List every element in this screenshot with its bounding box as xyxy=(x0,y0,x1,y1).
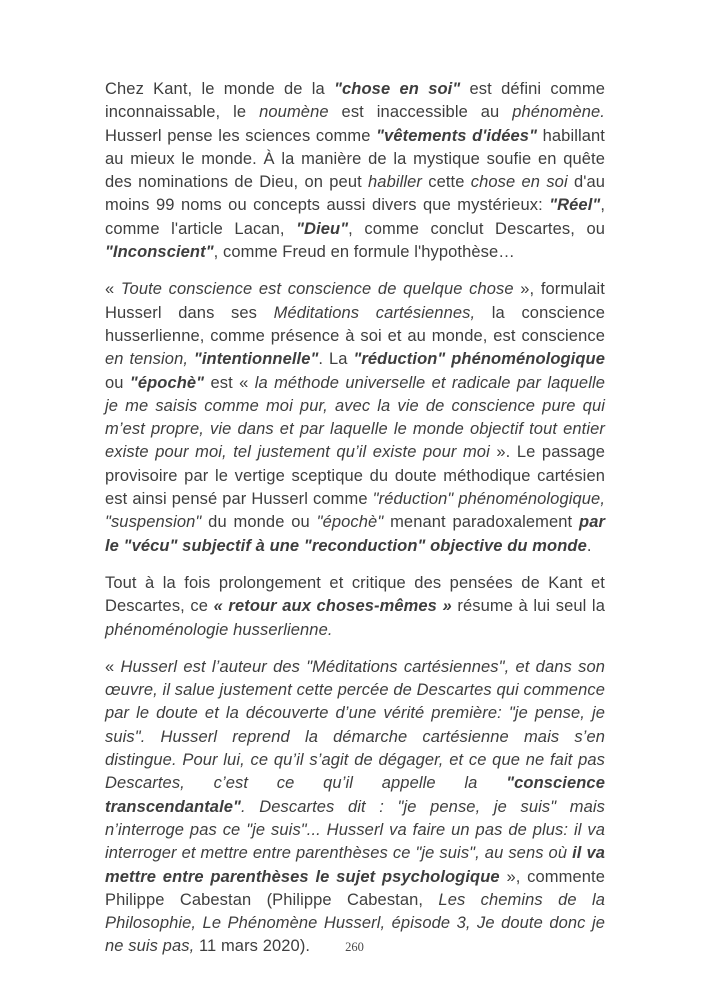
text-run: Husserl est l’auteur des "Méditations cartésiennes", et dans son œuvre, il salue justement cette percée de Descartes qui commence par le doute et la découverte d’une vérité première: "je pense, je suis". Husserl reprend la démarche cartésienne mais s’en distingue. Pour lui, ce qu’il s’agit de dégager, et ce que ne fait pas Descartes, c’est ce qu’il appelle la xyxy=(105,657,605,793)
text-run: "Dieu" xyxy=(296,219,349,238)
text-run: en tension, xyxy=(105,350,189,369)
text-run: Chez Kant, le monde de la xyxy=(105,80,335,98)
text-run: ou xyxy=(105,373,130,392)
text-run: , comme Freud en formule l'hypothèse… xyxy=(213,243,515,262)
text-run: il va mettre entre parenthèses le sujet psychologique xyxy=(105,844,605,886)
text-run: « xyxy=(105,280,121,299)
text-body xyxy=(105,78,605,973)
text-run: Toute conscience est conscience de quelque chose xyxy=(120,280,514,299)
text-run: Husserl pense les sciences comme xyxy=(105,126,377,145)
paragraph-cabestan-quote xyxy=(105,656,605,959)
text-run: « xyxy=(105,657,121,676)
text-run: , comme l'article Lacan, xyxy=(105,196,605,238)
text-run: est inaccessible au xyxy=(328,103,513,122)
text-run: habillant au mieux le monde. À la manière de la mystique soufie en quête des nominations de Dieu, on peut xyxy=(105,126,605,192)
text-run: du monde ou xyxy=(201,513,317,532)
text-run: Les chemins de la Philosophie, Le Phénomène Husserl, épisode 3, Je doute donc je ne suis pas, xyxy=(105,890,605,956)
text-run: ». Le passage provisoire par le vertige sceptique du doute méthodique cartésien est ainsi pensé par Husserl comme xyxy=(105,443,606,509)
paragraph-retour-aux-choses xyxy=(105,572,605,642)
text-run: phénoménologie husserlienne. xyxy=(105,620,333,639)
text-run: résume à lui seul la xyxy=(451,597,605,616)
text-run: « retour aux choses-mêmes » xyxy=(213,597,452,616)
text-run: "épochè" xyxy=(316,513,384,532)
text-run: par le "vécu" subjectif à une "reconduction" objective du monde xyxy=(105,513,606,555)
text-run: "épochè" xyxy=(129,373,205,392)
text-run: », commente Philippe Cabestan (Philippe Cabestan, xyxy=(105,867,605,909)
text-run: Tout à la fois prolongement et critique des pensées de Kant et Descartes, ce xyxy=(105,573,605,616)
text-run: 11 mars 2020). xyxy=(194,937,311,956)
text-run: "suspension" xyxy=(105,513,202,532)
text-run: "intentionnelle" xyxy=(193,350,319,369)
text-run: "réduction" phénoménologique, xyxy=(372,490,605,509)
text-run: phénomène. xyxy=(512,103,605,122)
text-run: Méditations cartésiennes, xyxy=(273,303,476,322)
text-run: d'au moins 99 noms ou concepts aussi divers que mystérieux: xyxy=(105,173,606,215)
text-run: », formulait Husserl dans ses xyxy=(105,280,605,322)
text-run: la conscience husserlienne, comme présence à soi et au monde, est conscience xyxy=(105,303,605,345)
text-run: cette xyxy=(422,173,471,192)
text-run: est « xyxy=(204,373,255,392)
page-footer xyxy=(0,938,709,956)
text-run: est défini comme inconnaissable, le xyxy=(105,80,605,122)
text-run: "chose en soi" xyxy=(334,80,461,98)
text-run: "réduction" phénoménologique xyxy=(353,350,605,369)
text-run: chose en soi xyxy=(470,173,568,192)
text-run: "vêtements d'idées" xyxy=(376,126,537,145)
text-run: "Inconscient" xyxy=(105,243,214,262)
paragraph-husserl-reduction xyxy=(105,278,605,558)
text-run: menant paradoxalement xyxy=(383,513,580,532)
paragraph-kant-chose-en-soi xyxy=(105,78,605,264)
page-number: 260 xyxy=(345,940,364,954)
text-run: , comme conclut Descartes, ou xyxy=(348,219,606,238)
text-run: . xyxy=(586,536,592,555)
text-run: "Réel" xyxy=(549,196,601,215)
text-run: la méthode universelle et radicale par laquelle je me saisis comme moi pur, avec la vie de conscience pure qui m’est propre, vie dans et par laquelle le monde objectif tout entier existe pour moi, tel justement qu’il existe pour moi xyxy=(105,373,605,462)
text-run: noumène xyxy=(259,103,329,122)
text-run: habiller xyxy=(368,173,423,192)
text-run: . Descartes dit : "je pense, je suis" mais n’interroge pas ce "je suis"... Husserl va faire un pas de plus: il va interroger et mettre entre parenthèses ce "je suis", au sens où xyxy=(105,797,605,863)
text-run: "conscience transcendantale" xyxy=(105,774,605,816)
text-run: . La xyxy=(318,350,354,369)
